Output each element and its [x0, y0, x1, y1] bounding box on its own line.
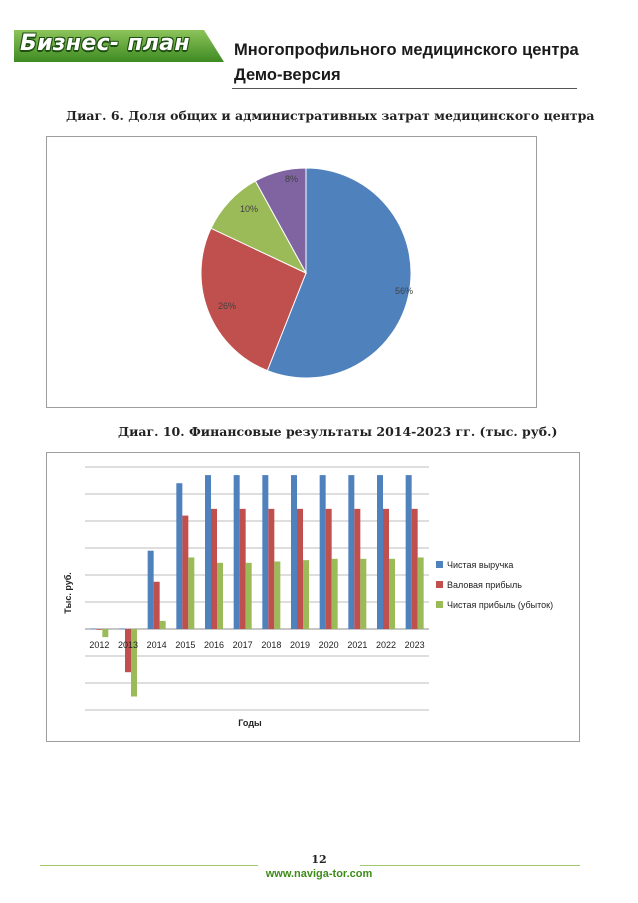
- pie-chart: [47, 137, 536, 407]
- x-tick-label: 2012: [89, 640, 110, 650]
- bar: [262, 475, 268, 629]
- bar: [320, 475, 326, 629]
- bar: [205, 475, 211, 629]
- x-tick-label: 2018: [261, 640, 282, 650]
- bar-chart-frame: [46, 452, 580, 742]
- bar: [389, 559, 395, 629]
- header-divider: [232, 88, 577, 89]
- legend-label: Валовая прибыль: [447, 580, 522, 590]
- x-tick-label: 2016: [203, 640, 225, 650]
- x-tick-label: 2020: [318, 640, 339, 650]
- legend-label: Чистая прибыль (убыток): [447, 600, 554, 610]
- bar: [383, 509, 389, 629]
- bar: [354, 509, 360, 629]
- bar: [418, 557, 424, 629]
- x-tick-label: 2019: [289, 640, 311, 650]
- y-axis-title: Тыс. руб.: [63, 572, 73, 614]
- bar: [90, 628, 96, 629]
- bar-chart: [47, 453, 579, 741]
- x-tick-label: 2014: [146, 640, 167, 650]
- legend-label: Чистая выручка: [447, 560, 514, 570]
- x-tick-label: 2021: [347, 640, 368, 650]
- legend-swatch: [436, 581, 443, 588]
- bar: [348, 475, 354, 629]
- bar: [360, 559, 366, 629]
- bar: [176, 483, 182, 629]
- document-title: Многопрофильного медицинского центра: [234, 41, 579, 59]
- bar: [217, 563, 223, 629]
- bar: [303, 560, 309, 629]
- bar: [102, 629, 108, 637]
- bar: [234, 475, 240, 629]
- legend-swatch: [436, 601, 443, 608]
- bar: [154, 582, 160, 629]
- bar: [268, 509, 274, 629]
- bar: [240, 509, 246, 629]
- bar: [406, 475, 412, 629]
- bar: [246, 563, 252, 629]
- bar: [96, 629, 102, 630]
- x-tick-label: 2023: [404, 640, 425, 650]
- bar-chart-caption: Диаг. 10. Финансовые результаты 2014-2023 гг. (тыс. руб.): [118, 424, 558, 439]
- bar: [332, 559, 338, 629]
- pie-slice-label: 8%: [285, 174, 299, 184]
- pie-chart-caption: Диаг. 6. Доля общих и административных затрат медицинского центра: [66, 108, 595, 123]
- bar: [182, 516, 188, 629]
- pie-slice-label: 10%: [240, 204, 259, 214]
- bar: [274, 562, 280, 630]
- x-tick-label: 2015: [175, 640, 196, 650]
- bar: [211, 509, 217, 629]
- pie-slice-label: 26%: [218, 301, 237, 311]
- bar: [412, 509, 418, 629]
- document-subtitle: Демо-версия: [234, 66, 341, 84]
- x-axis-title: Годы: [238, 718, 262, 728]
- bar: [326, 509, 332, 629]
- bar: [377, 475, 383, 629]
- bar: [188, 557, 194, 629]
- bar: [119, 628, 125, 629]
- x-tick-label: 2017: [232, 640, 253, 650]
- page-number: 12: [311, 853, 327, 866]
- x-tick-label: 2013: [117, 640, 139, 650]
- bar: [148, 551, 154, 629]
- x-tick-label: 2022: [375, 640, 397, 650]
- bar: [291, 475, 297, 629]
- pie-slice-label: 56%: [395, 286, 414, 296]
- banner-label: Бизнес- план: [20, 31, 190, 56]
- bar: [125, 629, 131, 672]
- pie-chart-frame: [46, 136, 537, 408]
- bar: [160, 621, 166, 629]
- footer-website-link[interactable]: www.naviga-tor.com: [265, 868, 373, 880]
- bar: [297, 509, 303, 629]
- legend-swatch: [436, 561, 443, 568]
